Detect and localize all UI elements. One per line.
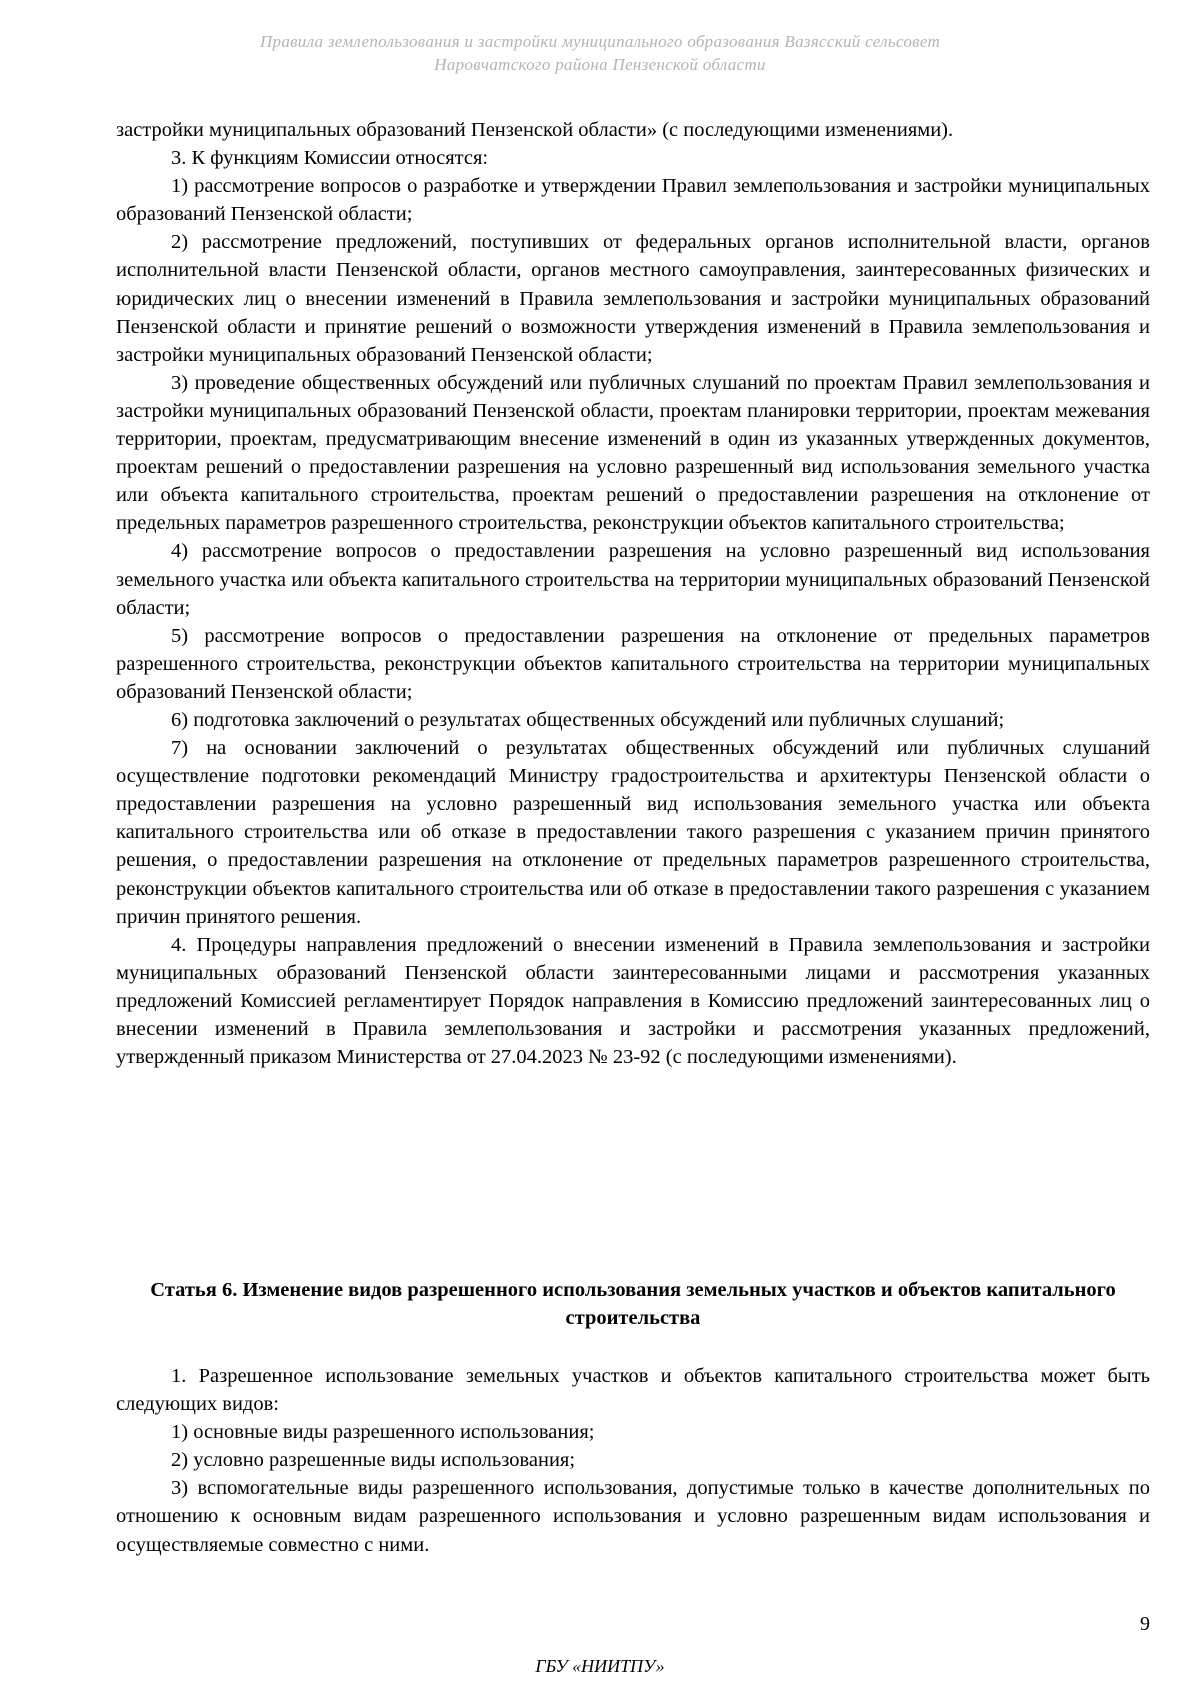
paragraph: 1. Разрешенное использование земельных участков и объектов капитального строительства может быть следующих видов: xyxy=(116,1365,1150,1416)
running-header xyxy=(0,30,1200,76)
paragraph: 3. К функциям Комиссии относятся: xyxy=(171,147,489,170)
header-line-1: Правила землепользования и застройки муниципального образования Вазясский сельсовет xyxy=(259,32,941,51)
paragraph: застройки муниципальных образований Пензенской области» (с последующими изменениями). xyxy=(116,119,954,141)
list-item: 7) на основании заключений о результатах общественных обсуждений или публичных слушаний осуществление подготовки рекомендаций Министру градостроительства и архитектуры Пензенской области о предоставлении разрешения на условно разрешенный вид использования земельного участка или объекта капитального строительства или об отказе в предоставлении такого разрешения с указанием причин принятого решения, о предоставлении разрешения на отклонение от предельных параметров разрешенного строительства, реконструкции объектов капитального строительства или об отказе в предоставлении такого разрешения с указанием причин принятого решения. xyxy=(116,737,1150,928)
list-item: 2) рассмотрение предложений, поступивших от федеральных органов исполнительной власти, органов исполнительной власти Пензенской области, органов местного самоуправления, заинтересованных физических и юридических лиц о внесении изменений в Правила землепользования и застройки муниципальных образований Пензенской области и принятие решений о возможности утверждения изменений в Правила землепользования и застройки муниципальных образований Пензенской области; xyxy=(116,231,1150,366)
list-item: 1) основные виды разрешенного использования; xyxy=(171,1421,595,1444)
article-heading: Статья 6. Изменение видов разрешенного использования земельных участков и объектов капитального строительства xyxy=(150,1279,1116,1329)
list-item: 3) вспомогательные виды разрешенного использования, допустимые только в качестве дополнительных по отношению к основным видам разрешенного использования и условно разрешенным видам использования и осуществляемые совместно с ними. xyxy=(116,1477,1150,1556)
list-item: 6) подготовка заключений о результатах общественных обсуждений или публичных слушаний; xyxy=(171,708,1005,731)
list-item: 4) рассмотрение вопросов о предоставлении разрешения на условно разрешенный вид использования земельного участка или объекта капитального строительства на территории муниципальных образований Пензенской области; xyxy=(116,540,1150,619)
paragraph: 4. Процедуры направления предложений о внесении изменений в Правила землепользования и застройки муниципальных образований Пензенской области заинтересованными лицами и рассмотрения указанных предложений Комиссией регламентирует Порядок направления в Комиссию предложений заинтересованных лиц о внесении изменений в Правила землепользования и застройки и рассмотрения указанных предложений, утвержденный приказом Министерства от 27.04.2023 № 23-92 (с последующими изменениями). xyxy=(116,933,1150,1069)
page-number: 9 xyxy=(1140,1613,1150,1635)
list-item: 1) рассмотрение вопросов о разработке и утверждении Правил землепользования и застройки муниципальных образований Пензенской области; xyxy=(116,175,1150,226)
running-footer: ГБУ «НИИТПУ» xyxy=(535,1656,665,1676)
list-item: 2) условно разрешенные виды использования; xyxy=(171,1449,576,1472)
list-item: 5) рассмотрение вопросов о предоставлении разрешения на отклонение от предельных параметров разрешенного строительства, реконструкции объектов капитального строительства на территории муниципальных образований Пензенской области; xyxy=(116,624,1150,703)
article-text xyxy=(116,1362,1150,1559)
header-line-2: Наровчатского района Пензенской области xyxy=(434,55,766,74)
body-text xyxy=(116,116,1150,1071)
list-item: 3) проведение общественных обсуждений или публичных слушаний по проектам Правил землепользования и застройки муниципальных образований Пензенской области, проектам планировки территории, проектам межевания территории, проектам, предусматривающим внесение изменений в один из указанных утвержденных документов, проектам решений о предоставлении разрешения на условно разрешенный вид использования земельного участка или объекта капитального строительства, проектам решений о предоставлении разрешения на отклонение от предельных параметров разрешенного строительства, реконструкции объектов капитального строительства; xyxy=(116,371,1150,535)
